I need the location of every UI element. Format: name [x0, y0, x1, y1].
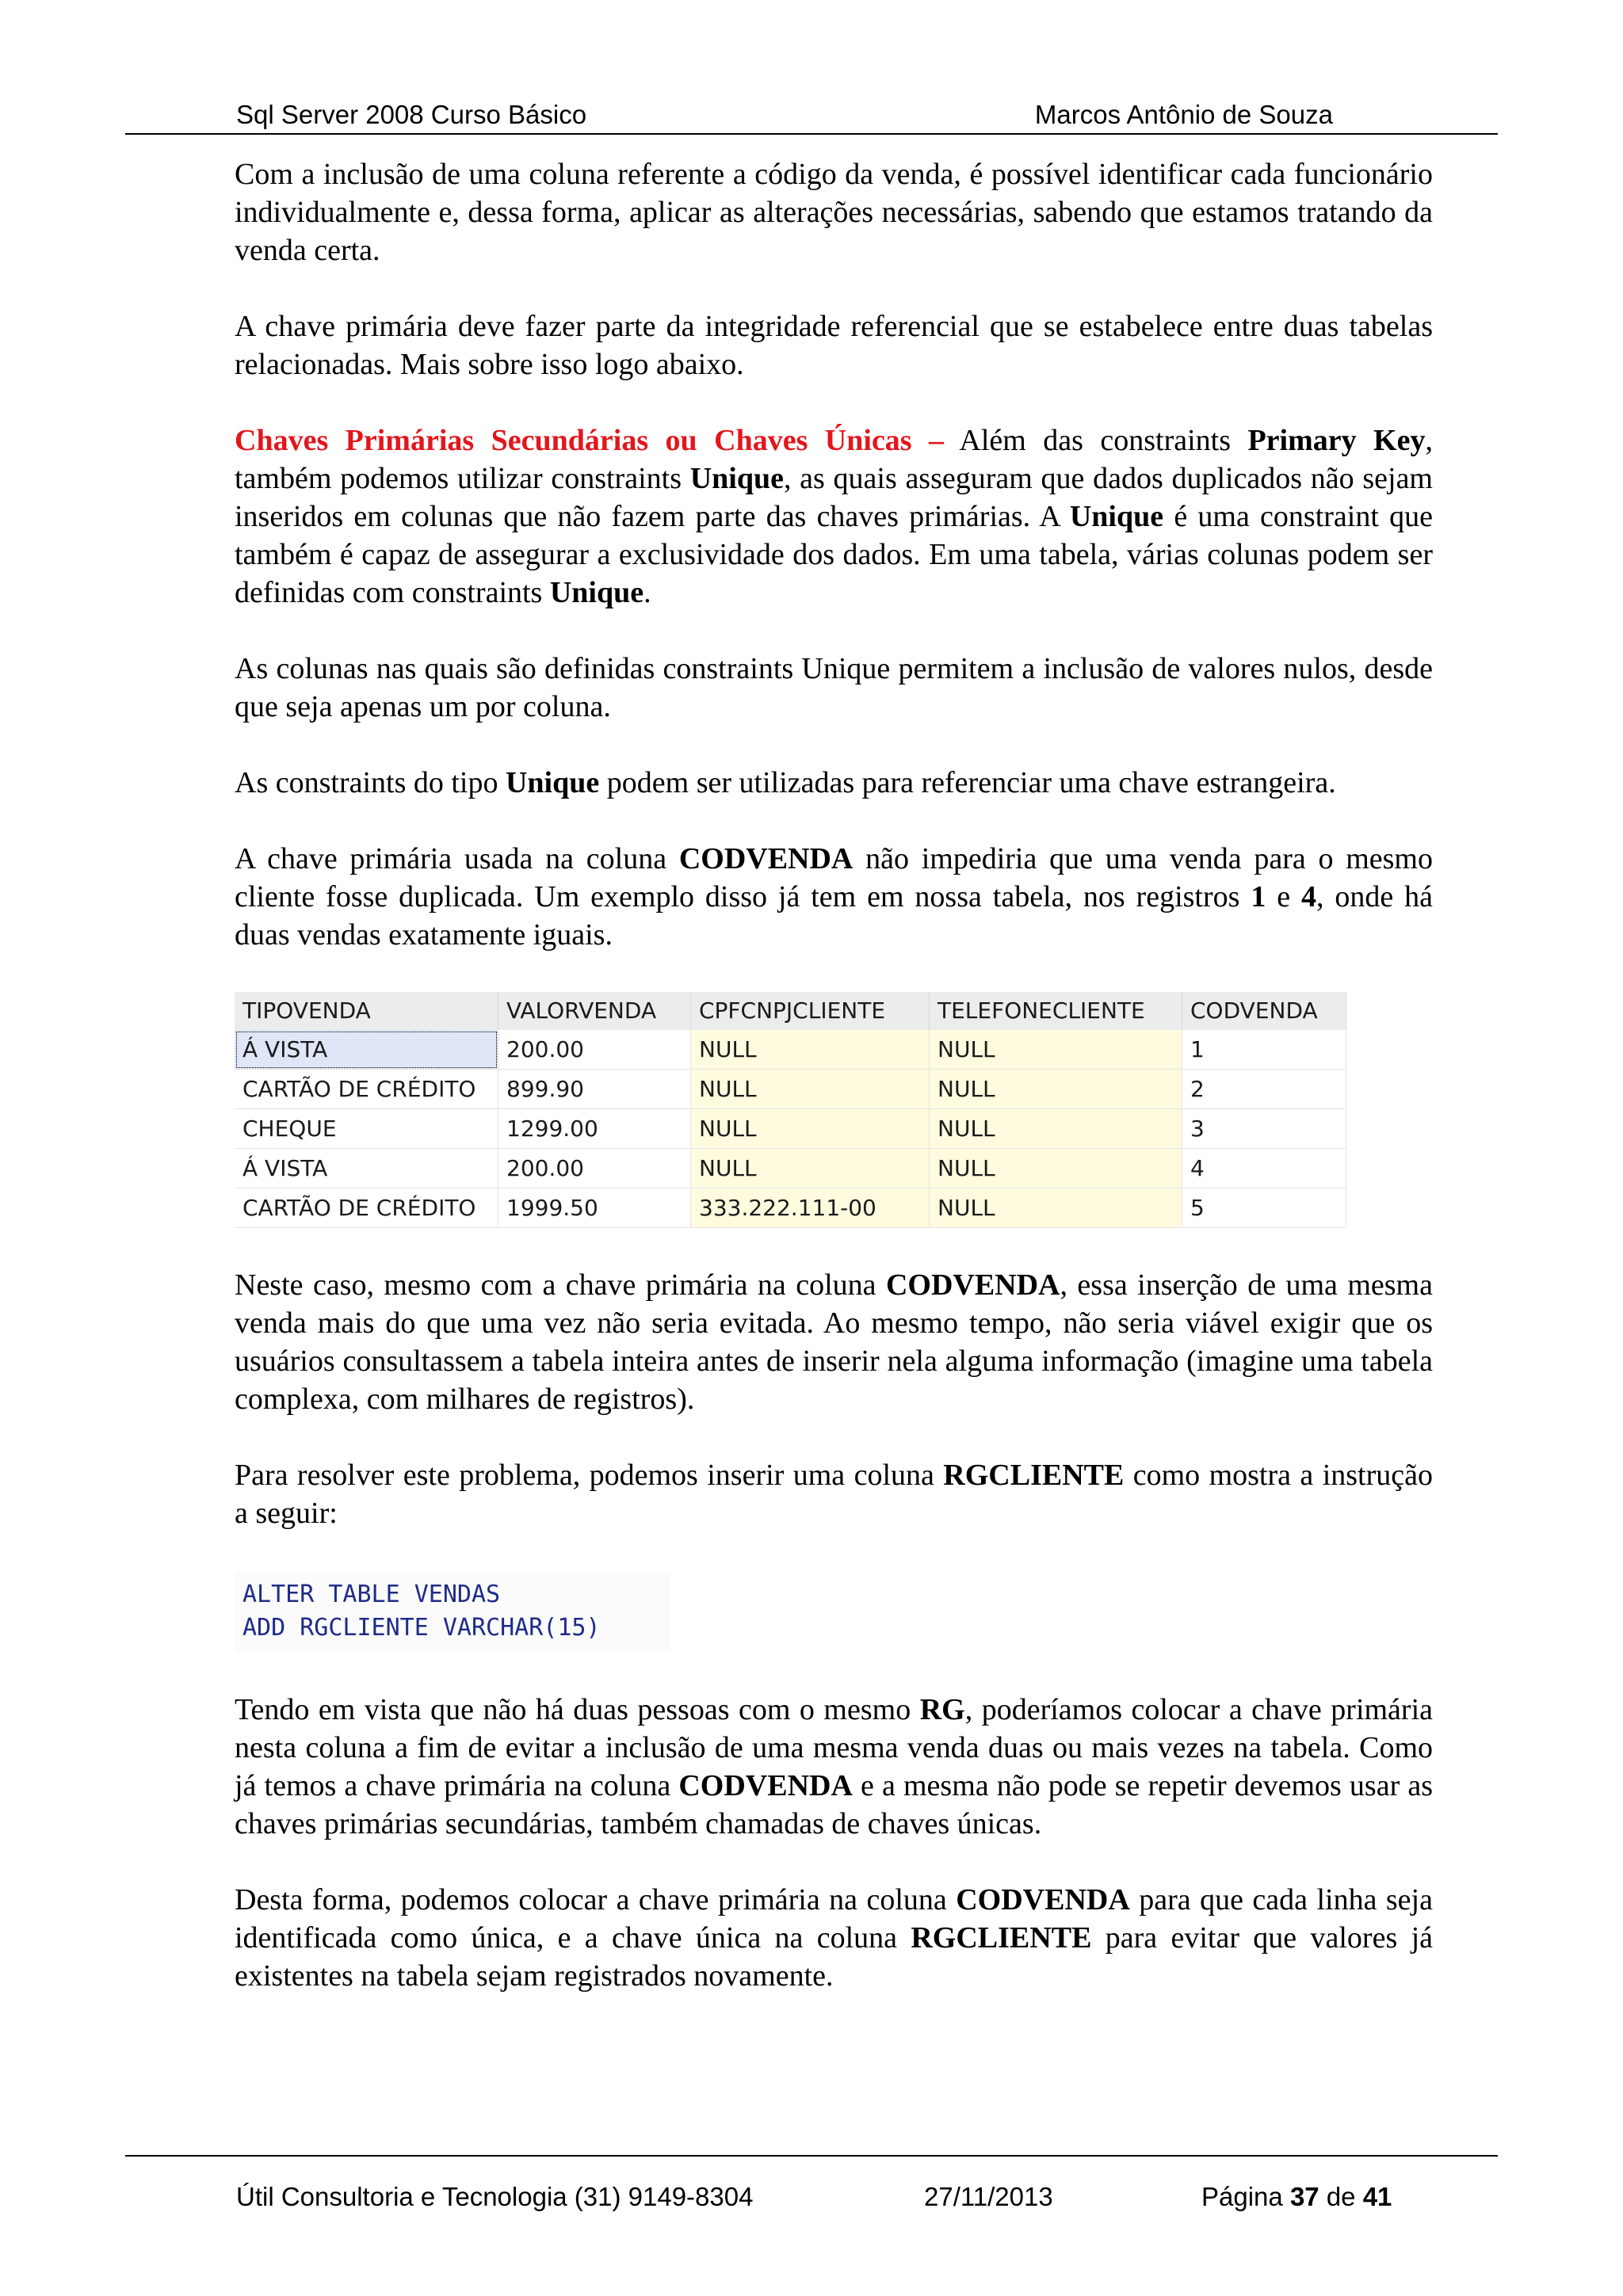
current-page: 37 [1289, 2182, 1319, 2211]
code-line: ADD RGCLIENTE VARCHAR(15) [242, 1614, 601, 1642]
grid-cell[interactable]: NULL [930, 1149, 1182, 1188]
bold-run: CODVENDA [956, 1883, 1130, 1917]
page-label: Página [1201, 2182, 1290, 2211]
text-run: é uma constraint que também é capaz de assegurar a exclusividade dos dados. Em uma tabela, várias colunas podem ser definidas com constraints [235, 500, 1433, 609]
table-row [235, 1109, 1346, 1149]
paragraph-7 [235, 1266, 1433, 1418]
sql-code-block [235, 1570, 670, 1653]
text-run: Neste caso, mesmo com a chave primária na coluna [235, 1268, 886, 1302]
text-run: para evitar que valores já existentes na tabela sejam registrados novamente. [235, 1921, 1434, 1993]
section-heading: Chaves Primárias Secundárias ou Chaves Únicas – [235, 424, 945, 457]
bold-run: Unique [549, 576, 644, 609]
text-run: As constraints do tipo [235, 766, 506, 799]
bold-run: 1 [1251, 880, 1266, 913]
text-run: como mostra a instrução a seguir: [235, 1459, 1433, 1530]
grid-cell[interactable]: 200.00 [498, 1030, 691, 1070]
table-row [235, 1070, 1346, 1109]
grid-cell[interactable]: Á VISTA [235, 1030, 498, 1070]
text-run: . [643, 576, 651, 609]
text-run: , também podemos utilizar constraints [235, 424, 1433, 495]
paragraph-5 [235, 764, 1433, 802]
header-course-title: Sql Server 2008 Curso Básico [236, 100, 587, 129]
bold-run: CODVENDA [678, 1769, 853, 1802]
grid-cell[interactable]: NULL [691, 1030, 930, 1070]
text-run: e a mesma não pode se repetir devemos usar as chaves primárias secundárias, também chamadas de chaves únicas. [235, 1769, 1434, 1840]
grid-cell[interactable]: NULL [930, 1109, 1182, 1149]
bold-run: Primary Key [1247, 424, 1426, 457]
bold-run: 4 [1300, 880, 1316, 913]
column-header-telefonecliente[interactable]: TELEFONECLIENTE [930, 992, 1182, 1030]
grid-cell[interactable]: NULL [930, 1188, 1182, 1228]
text-run: , as quais asseguram que dados duplicados não sejam inseridos em colunas que não fazem parte das chaves primárias. A [235, 462, 1433, 533]
text-run: Além das constraints [944, 424, 1248, 457]
paragraph-2: A chave primária deve fazer parte da integridade referencial que se estabelece entre duas tabelas relacionadas. Mais sobre isso logo abaixo. [235, 310, 1433, 381]
footer-page-number [1201, 2182, 1392, 2212]
text-run: , poderíamos colocar a chave primária nesta coluna a fim de evitar a inclusão de uma mesma venda duas ou mais vezes na tabela. Como já temos a chave primária na coluna [235, 1693, 1433, 1802]
paragraph-1: Com a inclusão de uma coluna referente a código da venda, é possível identificar cada funcionário individualmente e, dessa forma, aplicar as alterações necessárias, sabendo que estamos tratando da venda certa. [235, 158, 1433, 267]
column-header-tipovenda[interactable]: TIPOVENDA [235, 992, 498, 1030]
text-run: , essa inserção de uma mesma venda mais do que uma vez não seria evitada. Ao mesmo tempo, não seria viável exigir que os usuários consultassem a tabela inteira antes de inserir nela alguma informação (imagine uma tabela complexa, com milhares de registros). [235, 1268, 1433, 1416]
table-row [235, 1030, 1346, 1070]
column-header-codvenda[interactable]: CODVENDA [1182, 992, 1346, 1030]
text-run: podem ser utilizadas para referenciar uma chave estrangeira. [599, 766, 1336, 799]
grid-cell[interactable]: CARTÃO DE CRÉDITO [235, 1070, 498, 1109]
footer-company: Útil Consultoria e Tecnologia (31) 9149-8304 [236, 2182, 754, 2211]
text-run: para que cada linha seja identificada como única, e a chave única na coluna [235, 1883, 1433, 1955]
grid-cell[interactable]: NULL [691, 1149, 930, 1188]
text-run: Desta forma, podemos colocar a chave primária na coluna [235, 1883, 957, 1917]
text-run: , onde há duas vendas exatamente iguais. [235, 880, 1434, 952]
header-author: Marcos Antônio de Souza [1034, 100, 1333, 129]
grid-cell[interactable]: 5 [1182, 1188, 1346, 1228]
page-header [125, 95, 1498, 135]
text-run: Tendo em vista que não há duas pessoas com o mesmo [235, 1693, 920, 1726]
footer-date: 27/11/2013 [924, 2182, 1053, 2211]
grid-cell[interactable]: 2 [1182, 1070, 1346, 1109]
grid-header-row [235, 992, 1346, 1030]
grid-cell[interactable]: Á VISTA [235, 1149, 498, 1188]
bold-run: CODVENDA [678, 842, 854, 875]
total-pages: 41 [1362, 2182, 1392, 2211]
bold-run: RGCLIENTE [911, 1921, 1092, 1955]
bold-run: CODVENDA [885, 1268, 1060, 1302]
grid-cell[interactable]: 1 [1182, 1030, 1346, 1070]
grid-cell[interactable]: CHEQUE [235, 1109, 498, 1149]
bold-run: Unique [689, 462, 784, 495]
text-run: e [1266, 880, 1301, 913]
paragraph-6 [235, 840, 1433, 954]
bold-run: Unique [505, 766, 600, 799]
page-body [235, 155, 1433, 2033]
text-run: Para resolver este problema, podemos inserir uma coluna [235, 1459, 944, 1492]
grid-cell[interactable]: CARTÃO DE CRÉDITO [235, 1188, 498, 1228]
grid-cell[interactable]: 200.00 [498, 1149, 691, 1188]
paragraph-4: As colunas nas quais são definidas constraints Unique permitem a inclusão de valores nulos, desde que seja apenas um por coluna. [235, 652, 1433, 723]
text-run: A chave primária usada na coluna [235, 842, 679, 875]
text-run: não impediria que uma venda para o mesmo cliente fosse duplicada. Um exemplo disso já tem em nossa tabela, nos registros [235, 842, 1433, 913]
grid-cell[interactable]: 4 [1182, 1149, 1346, 1188]
page-footer [125, 2155, 1498, 2211]
grid-cell[interactable]: NULL [691, 1109, 930, 1149]
grid-cell[interactable]: NULL [930, 1070, 1182, 1109]
bold-run: RGCLIENTE [943, 1459, 1125, 1492]
grid-cell[interactable]: 3 [1182, 1109, 1346, 1149]
paragraph-8 [235, 1456, 1433, 1532]
column-header-valorvenda[interactable]: VALORVENDA [498, 992, 691, 1030]
table-row [235, 1188, 1346, 1228]
table-row [235, 1149, 1346, 1188]
page-separator: de [1319, 2182, 1363, 2211]
code-line: ALTER TABLE VENDAS [242, 1581, 501, 1608]
bold-run: Unique [1069, 500, 1164, 533]
bold-run: RG [919, 1693, 965, 1726]
results-grid [235, 992, 1346, 1228]
grid-cell[interactable]: NULL [691, 1070, 930, 1109]
grid-cell[interactable]: NULL [930, 1030, 1182, 1070]
paragraph-unique-constraints [235, 421, 1433, 612]
grid-cell[interactable]: 899.90 [498, 1070, 691, 1109]
column-header-cpfcnpjcliente[interactable]: CPFCNPJCLIENTE [691, 992, 930, 1030]
paragraph-10 [235, 1881, 1433, 1995]
paragraph-9 [235, 1691, 1433, 1843]
grid-cell[interactable]: 1999.50 [498, 1188, 691, 1228]
grid-cell[interactable]: 1299.00 [498, 1109, 691, 1149]
grid-cell[interactable]: 333.222.111-00 [691, 1188, 930, 1228]
